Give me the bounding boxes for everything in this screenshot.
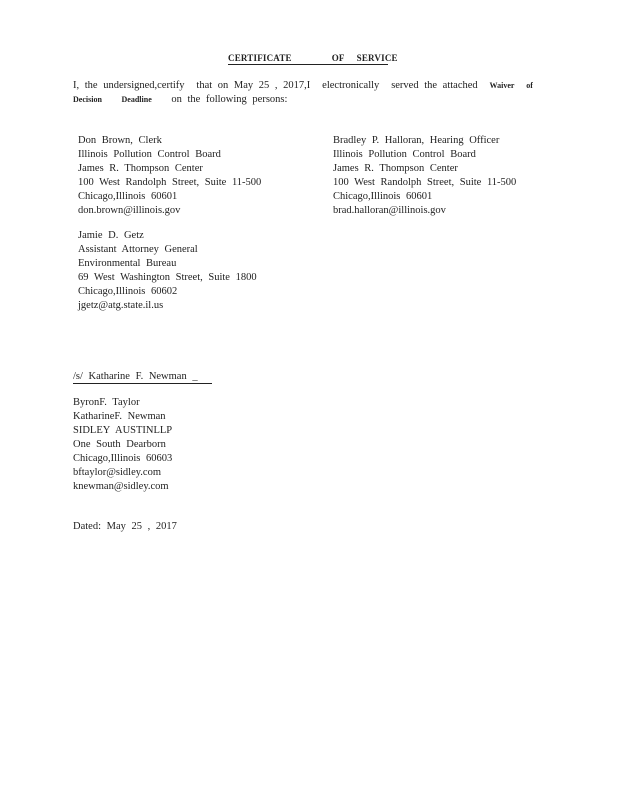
signature-line: /s/ Katharine F. Newman _ xyxy=(73,370,212,384)
signer-line: SIDLEY AUSTINLLP xyxy=(73,425,173,436)
signer-line: Chicago,Illinois 60603 xyxy=(73,453,173,464)
intro-part-4: served the attached xyxy=(391,80,478,91)
address-line: Assistant Attorney General xyxy=(78,244,198,255)
address-line: Bradley P. Halloran, Hearing Officer xyxy=(333,135,500,146)
address-line: Jamie D. Getz xyxy=(78,230,144,241)
intro-part-2: that on May 25 , 2017,I xyxy=(196,80,311,91)
title-word-service: SERVICE xyxy=(356,53,398,63)
address-line: 100 West Randolph Street, Suite 11-500 xyxy=(333,177,517,188)
signer-line: ByronF. Taylor xyxy=(73,397,140,408)
intro-part-1: I, the undersigned,certify xyxy=(73,80,185,91)
email-address: don.brown@illinois.gov xyxy=(78,205,181,216)
dated-line: Dated: May 25 , 2017 xyxy=(73,521,177,532)
intro-line-1 xyxy=(73,79,533,93)
address-line: Don Brown, Clerk xyxy=(78,135,162,146)
signer-line: KatharineF. Newman xyxy=(73,411,166,422)
title-word-certificate: CERTIFICATE xyxy=(228,53,292,63)
address-line: 69 West Washington Street, Suite 1800 xyxy=(78,272,257,283)
signer-block xyxy=(73,396,172,494)
address-line: Chicago,Illinois 60601 xyxy=(78,191,178,202)
certificate-title xyxy=(228,53,398,65)
address-line: James R. Thompson Center xyxy=(78,163,203,174)
email-address: bftaylor@sidley.com xyxy=(73,467,162,478)
intro-line-2 xyxy=(73,93,533,107)
address-line: James R. Thompson Center xyxy=(333,163,458,174)
address-line: Chicago,Illinois 60602 xyxy=(78,286,178,297)
email-address: brad.halloran@illinois.gov xyxy=(333,205,446,216)
title-word-of: OF xyxy=(331,53,345,63)
recipient-attorney-general-address xyxy=(78,229,257,313)
intro-bold-of: of xyxy=(526,81,533,90)
signer-line: One South Dearborn xyxy=(73,439,166,450)
intro-part-5: on the following persons: xyxy=(171,94,288,105)
address-line: Illinois Pollution Control Board xyxy=(333,149,476,160)
intro-part-3: electronically xyxy=(322,80,380,91)
email-address: jgetz@atg.state.il.us xyxy=(78,300,164,311)
recipient-hearing-officer-address xyxy=(333,134,516,218)
address-line: Chicago,Illinois 60601 xyxy=(333,191,433,202)
email-address: knewman@sidley.com xyxy=(73,481,169,492)
intro-bold-decision: Decision xyxy=(73,95,102,104)
recipient-clerk-address xyxy=(78,134,261,218)
intro-bold-waiver: Waiver xyxy=(489,81,515,90)
address-line: 100 West Randolph Street, Suite 11-500 xyxy=(78,177,262,188)
address-line: Illinois Pollution Control Board xyxy=(78,149,221,160)
intro-bold-deadline: Deadline xyxy=(121,95,152,104)
address-line: Environmental Bureau xyxy=(78,258,177,269)
intro-paragraph xyxy=(73,79,533,107)
